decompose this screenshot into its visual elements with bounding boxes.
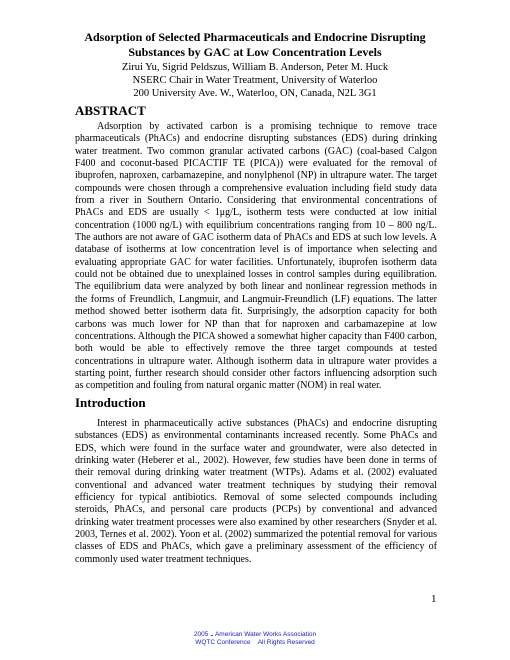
footer-rights: All Rights Reserved (257, 639, 315, 646)
footer-org: American Water Works Association (214, 631, 317, 638)
author-block (60, 61, 450, 100)
paper-title (60, 30, 450, 60)
introduction-heading: Introduction (75, 395, 146, 410)
page-number: 1 (431, 593, 437, 605)
address: 200 University Ave. W., Waterloo, ON, Canada, N2L 3G1 (133, 88, 377, 99)
affiliation: NSERC Chair in Water Treatment, University of Waterloo (132, 75, 378, 86)
copyright-footer (150, 631, 360, 647)
footer-line-2 (150, 639, 360, 647)
footer-conference: WQTC Conference (195, 639, 251, 646)
abstract-heading: ABSTRACT (75, 103, 146, 118)
footer-year: 2005 (193, 631, 209, 638)
awwa-logo-dots: .. (210, 631, 213, 638)
title-line-2: Substances by GAC at Low Concentration Levels (128, 45, 382, 59)
introduction-text: Interest in pharmaceutically active substances (PhACs) and endocrine disrupting substances (EDS) as environmental contaminants increased recently. Some PhACs and EDS, which were found in the surface water and groundwater, were also detected in drinking water (Heberer et al., 2002). However, few studies have been done in terms of their removal during drinking water treatment (WTPs). Adams et al. (2002) evaluated conventional and advanced water treatment techniques by studying their removal efficiency for typical antibiotics. Removal of some selected compounds including steroids, PhACs, and personal care products (PCPs) by conventional and advanced drinking water treatment processes were also examined by other researchers (Snyder et al. 2003, Ternes et al. 2002). Yoon et al. (2002) summarized the potential removal for various classes of EDS and PhACs, which gave a preliminary assessment of the efficiency of commonly used water treatment techniques. (75, 418, 437, 565)
footer-line-1 (150, 631, 360, 639)
title-line-1: Adsorption of Selected Pharmaceuticals and Endocrine Disrupting (84, 30, 426, 44)
authors: Zirui Yu, Sigrid Peldszus, William B. Anderson, Peter M. Huck (121, 62, 389, 73)
abstract-text: Adsorption by activated carbon is a promising technique to remove trace pharmaceuticals (PhACs) and endocrine disrupting substances (EDS) during drinking water treatment. Two common granular activated carbons (GAC) (coal-based Calgon F400 and coconut-based PICACTIF TE (PICA)) were evaluated for the removal of ibuprofen, naproxen, carbamazepine, and nonylphenol (NP) in ultrapure water. The target compounds were chosen through a comprehensive evaluation including field study data from a river in Southern Ontario. Considering that environmental concentrations of PhACs and EDS are usually < 1μg/L, isotherm tests were conducted at low initial concentration (1000 ng/L) with equilibrium concentrations ranging from 10 – 800 ng/L. The authors are not aware of GAC isotherm data of PhACs and EDS at such low levels. A database of isotherms at low concentration level is of importance when selecting and evaluating appropriate GAC for water facilities. Unfortunately, ibuprofen isotherm data could not be obtained due to unexplained losses in control samples during equilibration. The equilibrium data were analyzed by both linear and nonlinear regression methods in the forms of Freundlich, Langmuir, and Langmuir-Freundlich (LF) equations. The latter method showed better isotherm data fit. Surprisingly, the adsorption capacity for both carbons was much lower for NP than that for naproxen and carbamazepine at low concentrations. Although the PICA showed a somewhat higher capacity than F400 carbon, both would be able to effectively remove the three target compounds at tested concentrations in ultrapure water. Although isotherm data in ultrapure water provides a starting point, further research should consider other factors influencing adsorption such as competition and fouling from natural organic matter (NOM) in real water. (75, 121, 437, 392)
